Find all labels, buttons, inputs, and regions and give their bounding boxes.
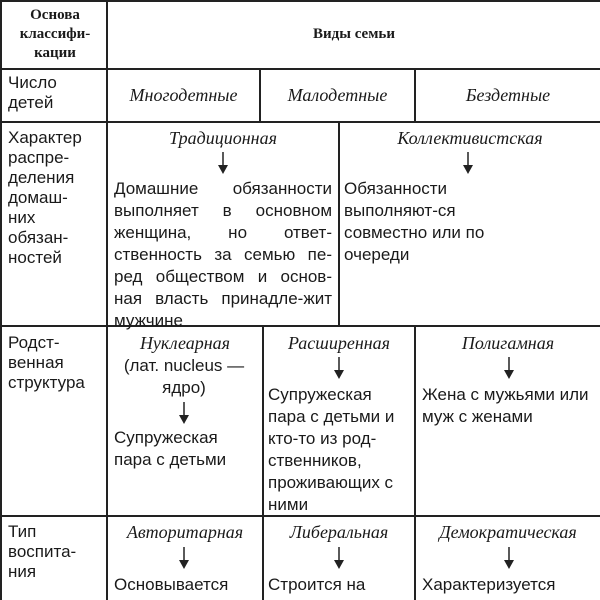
- row-label-kinship: Родст-венная структура: [8, 333, 85, 392]
- upbringing-liberal-title: Либеральная: [289, 522, 389, 542]
- arrow-down-icon: [217, 152, 229, 174]
- chores-collective-text: Обязанности выполняют-ся совместно или по очереди: [344, 179, 485, 264]
- chores-traditional-title: Традиционная: [169, 128, 277, 148]
- column-divider-lower-2: [414, 325, 416, 600]
- chores-traditional-text: Домашние обязанности выполняет в основном женщина, но ответ-ственность за семью пе-ред обществом и основ-ная власть принадле-жит мужчине: [114, 179, 332, 330]
- chores-collective-title: Коллективистская: [397, 128, 543, 148]
- upbringing-liberal-text: Строится на: [268, 575, 366, 594]
- kinship-extended-title: Расширенная: [287, 333, 391, 353]
- kinship-polygamous-text: Жена с мужьями или муж с женами: [422, 385, 589, 426]
- row-label-children: Число детей: [8, 73, 57, 112]
- kinship-nuclear-title: Нуклеарная: [139, 333, 231, 353]
- types-header: Виды семьи: [313, 26, 395, 42]
- kinship-nuclear-note: (лат. nucleus — ядро): [123, 356, 245, 397]
- row-divider-header: [0, 68, 600, 70]
- arrow-down-icon: [178, 547, 190, 569]
- upbringing-authoritarian-text: Основывается: [114, 575, 229, 594]
- type-childless: Бездетные: [465, 85, 551, 105]
- arrow-down-icon: [178, 402, 190, 424]
- kinship-polygamous-title: Полигамная: [461, 333, 555, 353]
- upbringing-democratic-text: Характеризуется: [422, 575, 556, 594]
- row-label-upbringing: Тип воспита-ния: [8, 522, 77, 581]
- arrow-down-icon: [333, 357, 345, 379]
- kinship-nuclear-text: Супружеская пара с детьми: [114, 428, 227, 469]
- row-divider-children: [0, 121, 600, 123]
- arrow-down-icon: [462, 152, 474, 174]
- arrow-down-icon: [503, 357, 515, 379]
- arrow-down-icon: [333, 547, 345, 569]
- upbringing-democratic-title: Демократическая: [439, 522, 577, 542]
- arrow-down-icon: [503, 547, 515, 569]
- column-divider-chores: [338, 121, 340, 327]
- type-few-children: Малодетные: [287, 85, 388, 105]
- type-many-children: Многодетные: [129, 85, 238, 105]
- upbringing-authoritarian-title: Авторитарная: [126, 522, 244, 542]
- kinship-extended-text: Супружеская пара с детьми и кто-то из род-ственников, проживающих с ними: [268, 385, 395, 514]
- row-label-chores: Характер распре-деления домаш-них обязан-ностей: [8, 128, 82, 267]
- table-border-top: [0, 0, 600, 2]
- column-divider-lower-1: [262, 325, 264, 600]
- basis-header: Основа классифи-кации: [19, 7, 91, 61]
